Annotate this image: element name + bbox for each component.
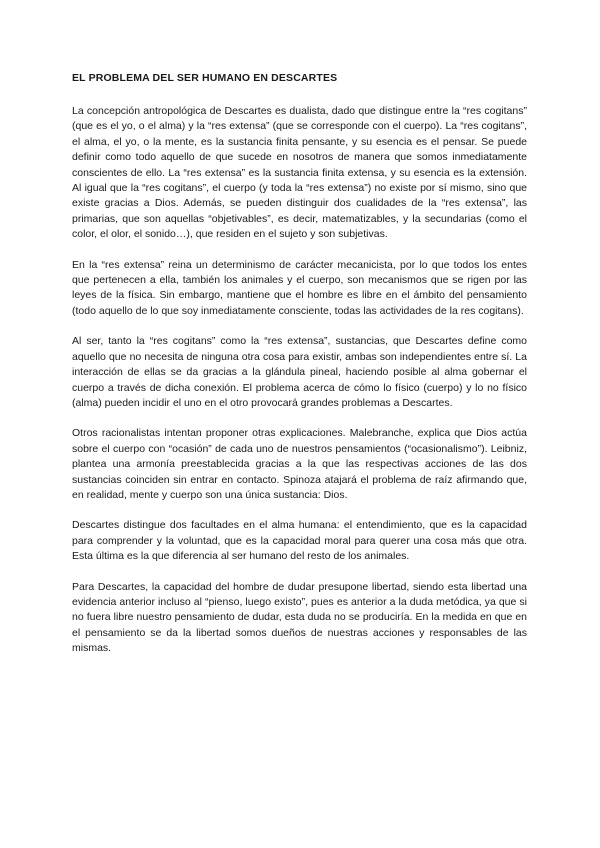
- paragraph-freedom: Para Descartes, la capacidad del hombre de dudar presupone libertad, siendo esta libertad una evidencia anterior incluso al “pienso, luego existo”, pues es anterior a la duda metódica, ya que si no fuera libre nuestro pensamiento de dudar, esta duda no se produciría. En la medida en que en el pensamiento se da la libertad somos dueños de nuestras acciones y responsables de las mismas.: [72, 580, 527, 655]
- paragraph-faculties: Descartes distingue dos facultades en el alma humana: el entendimiento, que es la capacidad para comprender y la voluntad, que es la capacidad moral para querer una cosa más que otra. Esta última es la que diferencia al ser humano del resto de los animales.: [72, 519, 527, 563]
- paragraph-pineal-gland: Al ser, tanto la “res cogitans” como la “res extensa”, sustancias, que Descartes define como aquello que no necesita de ninguna otra cosa para existir, ambas son independientes entre sí. La interacción de ellas se da gracias a la glándula pineal, haciendo posible al alma gobernar el cuerpo a través de dicha conexión. El problema acerca de cómo lo físico (cuerpo) y lo no físico (alma) pueden incidir el uno en el otro provocará grandes problemas a Descartes.: [72, 335, 527, 409]
- paragraph-other-rationalists: Otros racionalistas intentan proponer otras explicaciones. Malebranche, explica que Dios actúa sobre el cuerpo con “ocasión” de cada uno de nuestros pensamientos (“ocasionalismo”). Leibniz, plantea una armonía preestablecida gracias a la que las respectivas acciones de las dos sustancias coinciden sin entrar en contacto. Spinoza atajará el problema de raíz afirmando que, en realidad, mente y cuerpo son una única sustancia: Dios.: [72, 427, 527, 501]
- document-page: [72, 72, 527, 672]
- paragraph-dualism: La concepción antropológica de Descartes es dualista, dado que distingue entre la “res cogitans” (que es el yo, o el alma) y la “res extensa” (que se corresponde con el cuerpo). La “res cogitans”, el alma, el yo, o la mente, es la sustancia finita pensante, y su esencia es el pensar. Se puede definir como todo aquello de que sucede en nosotros de manera que somos inmediatamente conscientes de ello. La “res extensa” es la sustancia finita extensa, y su esencia es la extensión. Al igual que la “res cogitans”, el cuerpo (y toda la “res extensa”) no existe por sí mismo, sino que existe gracias a Dios. Además, se pueden distinguir dos cualidades de la “res extensa”, las primarias, que son aquellas “objetivables”, es decir, matematizables, y la secundarias (como el color, el olor, el sonido…), que residen en el sujeto y son subjetivas.: [72, 105, 527, 241]
- paragraph-determinism: En la “res extensa” reina un determinismo de carácter mecanicista, por lo que todos los entes que pertenecen a ella, también los animales y el cuerpo, son mecanismos que se rigen por las leyes de la física. Sin embargo, mantiene que el hombre es libre en el ámbito del pensamiento (todo aquello de lo que soy inmediatamente consciente, todas las actividades de la res cogitans).: [72, 258, 527, 317]
- document-title: EL PROBLEMA DEL SER HUMANO EN DESCARTES: [72, 72, 338, 84]
